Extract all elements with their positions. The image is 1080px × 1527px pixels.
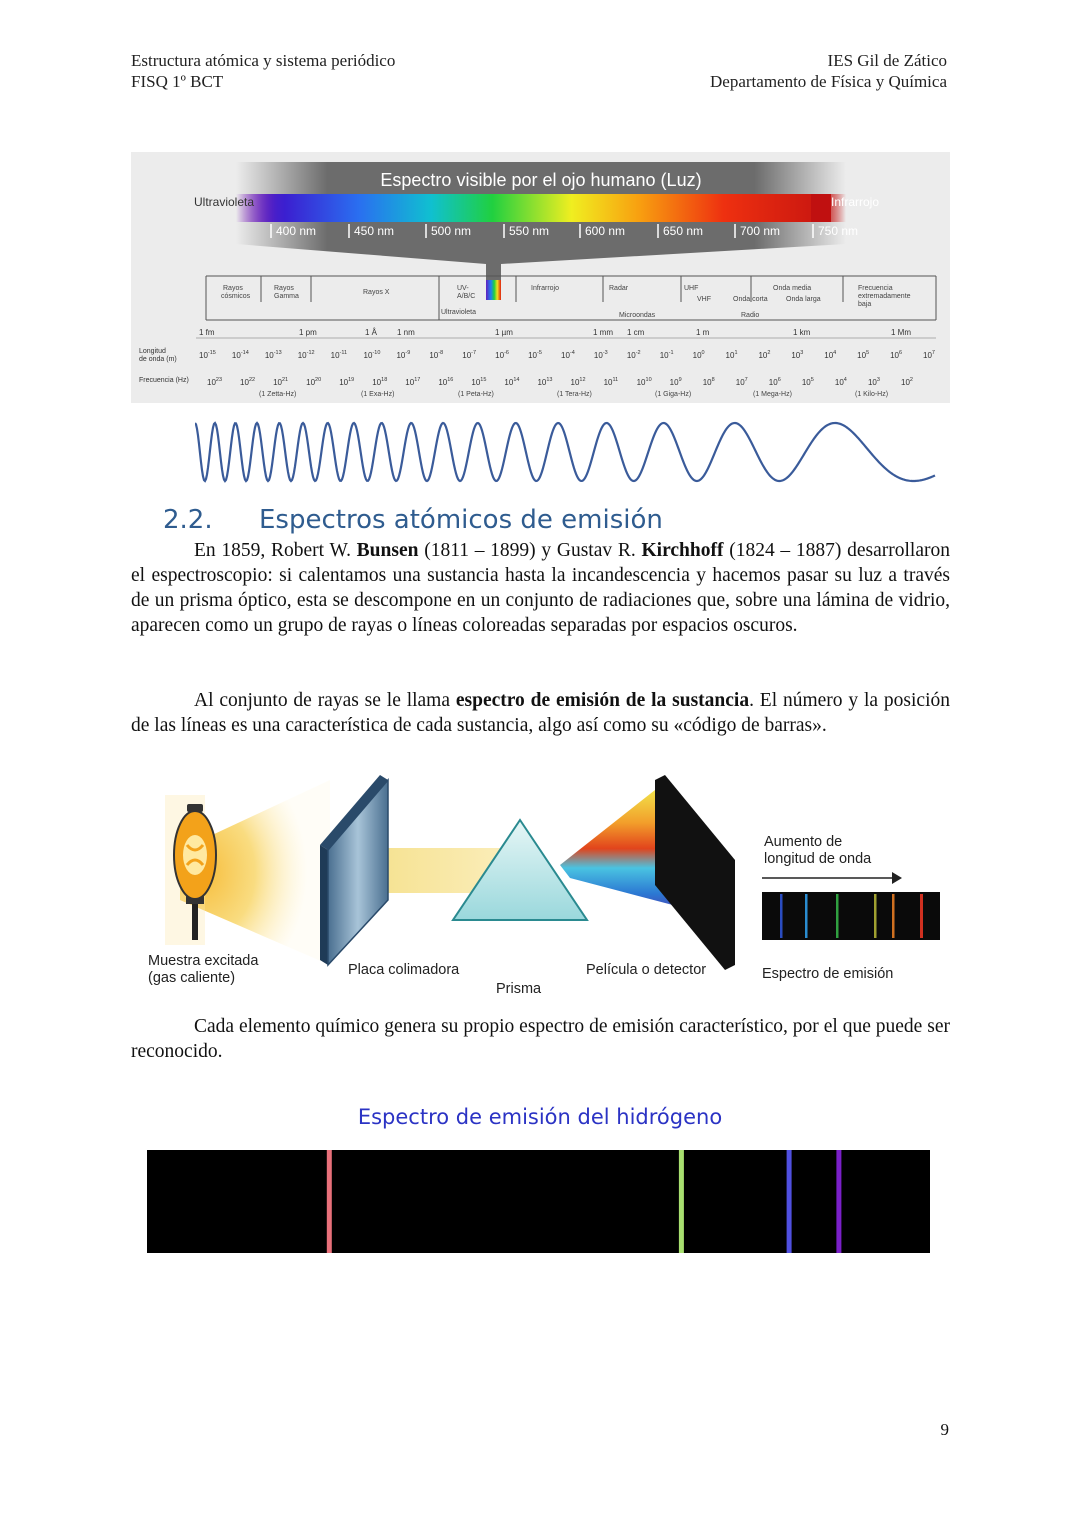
frequency-name: (1 Exa-Hz): [361, 391, 395, 398]
hydrogen-emission-line: [836, 1150, 841, 1253]
frequency-power: $10^{11}$: [603, 377, 619, 387]
band-label: Infrarrojo: [531, 285, 560, 292]
frequency-power: $10^{15}$: [471, 377, 487, 387]
frequency-power: $10^{21}$: [273, 377, 289, 387]
band-label: A/B/C: [457, 293, 476, 300]
arrow-right-icon: [892, 872, 902, 884]
frequency-power: $10^{10}$: [636, 377, 652, 387]
header-department: Departamento de Física y Química: [710, 72, 947, 91]
frequency-power: $10^9$: [669, 377, 682, 387]
frequency-name: (1 Giga-Hz): [655, 391, 692, 398]
band-label: baja: [858, 301, 872, 308]
detector-label: Película o detector: [586, 962, 707, 978]
section-heading: [163, 503, 663, 537]
em-spectrum-figure: [131, 152, 950, 403]
wavelength-power: $10^{-2}$: [626, 350, 641, 360]
paragraph-emission-spectrum: [131, 688, 950, 738]
name-bunsen: Bunsen: [356, 540, 419, 561]
nm-tick: 600 nm: [585, 224, 626, 238]
wavelength-power: $10^1$: [725, 350, 738, 360]
band-labels: [221, 285, 911, 319]
length-unit: 1 Mm: [891, 328, 911, 337]
band-label: extremadamente: [858, 293, 911, 300]
wavelength-power: $10^{-12}$: [297, 350, 315, 360]
wavelength-power: $10^5$: [857, 350, 870, 360]
length-unit: 1 µm: [495, 328, 513, 337]
frequency-power: $10^{14}$: [504, 377, 520, 387]
wavelength-power: $10^{-6}$: [495, 350, 509, 360]
band-label: Onda media: [773, 285, 812, 292]
text-run: En 1859, Robert W.: [194, 540, 357, 561]
wavelength-power: $10^{-8}$: [429, 350, 444, 360]
wavelength-axis-label: Longitud: [139, 348, 166, 355]
wavelength-power: $10^7$: [923, 350, 935, 360]
text-run: . El número y la posición de las líneas es una característica de cada sustancia, algo así como su «código de barras».: [131, 690, 950, 736]
spectroscope-diagram: [140, 770, 950, 1002]
hydrogen-spectrum-title: Espectro de emisión del hidrógeno: [357, 1105, 723, 1129]
frequency-wave: [195, 423, 935, 481]
axis-row-labels: [139, 348, 189, 384]
frequency-power: $10^{22}$: [240, 377, 256, 387]
band-label: Radar: [609, 285, 629, 292]
infrared-label: Infrarrojo: [831, 195, 880, 209]
text-run: Al conjunto de rayas se le llama: [194, 690, 456, 711]
wavelength-power: $10^0$: [692, 350, 705, 360]
frequency-power: $10^{12}$: [570, 377, 586, 387]
emission-spectrum-label: Espectro de emisión: [762, 966, 894, 982]
wavelength-increase-label: Aumento de: [764, 834, 843, 850]
wavelength-increase-sublabel: longitud de onda: [764, 851, 872, 867]
header-course-code: FISQ 1º BCT: [131, 72, 224, 91]
band-label: Gamma: [274, 293, 299, 300]
wavelength-power: $10^{-11}$: [330, 350, 348, 360]
frequency-power: $10^2$: [901, 377, 913, 387]
length-unit: 1 Å: [365, 328, 378, 337]
band-label: VHF: [697, 296, 711, 303]
frequency-power: $10^{16}$: [438, 377, 454, 387]
wavelength-power: $10^{-14}$: [231, 350, 249, 360]
text-run: (1811 – 1899) y Gustav R.: [418, 540, 642, 561]
frequency-names: [259, 391, 888, 398]
frequency-power: $10^{13}$: [537, 377, 553, 387]
length-unit: 1 km: [793, 328, 811, 337]
length-unit: 1 nm: [397, 328, 415, 337]
wavelength-power: $10^4$: [824, 350, 837, 360]
frequency-power: $10^7$: [735, 377, 748, 387]
frequency-power: $10^{23}$: [207, 377, 223, 387]
header-school: IES Gil de Zático: [827, 51, 947, 70]
length-unit: 1 m: [696, 328, 710, 337]
wavelength-power: $10^3$: [791, 350, 804, 360]
frequency-name: (1 Zetta-Hz): [259, 391, 297, 398]
term-emission-spectrum: espectro de emisión de la sustancia: [455, 690, 750, 711]
band-label: cósmicos: [221, 293, 251, 300]
frequency-power: $10^{19}$: [339, 377, 355, 387]
band-label: Rayos: [274, 285, 294, 292]
frequency-name: (1 Peta-Hz): [458, 391, 494, 398]
nm-tick: 750 nm: [818, 224, 859, 238]
wavelength-row: [199, 350, 935, 360]
visible-spectrum-title: Espectro visible por el ojo humano (Luz): [380, 170, 702, 190]
mini-visible-band: [486, 280, 501, 300]
length-unit: 1 cm: [627, 328, 645, 337]
running-header-right: [710, 50, 947, 92]
section-title: Espectros atómicos de emisión: [259, 505, 663, 535]
wavelength-axis-label: de onda (m): [139, 356, 177, 363]
nm-tick: 700 nm: [740, 224, 781, 238]
frequency-power: $10^8$: [702, 377, 715, 387]
wave-illustration: [195, 415, 940, 490]
band-label: Radio: [741, 312, 760, 319]
band-label: UHF: [684, 285, 699, 292]
collimator-label: Placa colimadora: [348, 962, 460, 978]
em-spectrum-svg: [131, 152, 950, 403]
band-label: Microondas: [619, 312, 656, 319]
band-label: UV-: [457, 285, 469, 292]
frequency-power: $10^5$: [801, 377, 814, 387]
wavelength-power: $10^{-9}$: [396, 350, 411, 360]
paragraph-spectroscope: [131, 538, 950, 638]
band-frame: [206, 276, 936, 320]
wavelength-power: $10^{-5}$: [528, 350, 542, 360]
frequency-row: [207, 377, 913, 387]
section-number: 2.2.: [163, 505, 213, 535]
frequency-name: (1 Tera-Hz): [557, 391, 592, 398]
wavelength-power: $10^{-15}$: [199, 350, 216, 360]
wavelength-power: $10^6$: [890, 350, 903, 360]
band-label: Onda corta: [733, 296, 768, 303]
frequency-power: $10^{18}$: [372, 377, 388, 387]
ultraviolet-label: Ultravioleta: [194, 195, 255, 209]
nm-tick: 500 nm: [431, 224, 472, 238]
wavelength-power: $10^{-1}$: [659, 350, 674, 360]
band-label: Ultravioleta: [441, 309, 477, 316]
nm-tick: 650 nm: [663, 224, 704, 238]
running-header-left: [131, 50, 395, 92]
text-run: (1824 – 1887) desarrollaron el espectroscopio: si calentamos una sustancia hasta la incandescencia y hacemos pasar su luz a través de un prisma óptico, esta se descompone en un conjunto de radiaciones que, sobre una lámina de vidrio, aparecen como un grupo de rayas o líneas coloreadas separadas por espacios oscuros.: [131, 540, 951, 636]
header-course-title: Estructura atómica y sistema periódico: [131, 51, 396, 70]
frequency-power: $10^4$: [834, 377, 847, 387]
length-unit: 1 pm: [299, 328, 317, 337]
frequency-power: $10^6$: [768, 377, 781, 387]
wavelength-power: $10^{-10}$: [363, 350, 381, 360]
length-unit-labels: [199, 328, 911, 337]
hydrogen-spectrum-strip: [147, 1150, 930, 1253]
frequency-power: $10^{20}$: [306, 377, 322, 387]
band-label: Frecuencia: [858, 285, 893, 292]
sample-sublabel: (gas caliente): [148, 970, 236, 986]
nm-tick: 550 nm: [509, 224, 550, 238]
text-run: Cada elemento químico genera su propio espectro de emisión característico, por el que puede ser reconocido.: [131, 1016, 950, 1062]
name-kirchhoff: Kirchhoff: [641, 540, 724, 561]
hydrogen-emission-line: [679, 1150, 684, 1253]
visible-rainbow-band: [236, 194, 846, 222]
wavelength-power: $10^{-7}$: [462, 350, 477, 360]
frequency-power: $10^{17}$: [405, 377, 421, 387]
length-unit: 1 fm: [199, 328, 215, 337]
frequency-axis-label: Frecuencia (Hz): [139, 377, 189, 384]
wavelength-power: $10^2$: [758, 350, 771, 360]
wavelength-power: $10^{-13}$: [264, 350, 282, 360]
hydrogen-emission-line: [327, 1150, 332, 1253]
frequency-power: $10^3$: [867, 377, 880, 387]
length-unit: 1 mm: [593, 328, 613, 337]
hydrogen-emission-line: [787, 1150, 792, 1253]
detector-film: [655, 775, 735, 970]
band-label: Onda larga: [786, 296, 821, 303]
wavelength-power: $10^{-4}$: [561, 350, 575, 360]
band-label: Rayos: [223, 285, 243, 292]
emission-strip: [762, 892, 940, 940]
collimator-plate: [320, 775, 388, 965]
frequency-name: (1 Kilo-Hz): [855, 391, 889, 398]
nm-tick: 450 nm: [354, 224, 395, 238]
nm-tick: 400 nm: [276, 224, 317, 238]
frequency-name: (1 Mega-Hz): [753, 391, 792, 398]
wavelength-power: $10^{-3}$: [593, 350, 608, 360]
prism-label: Prisma: [496, 981, 542, 997]
page-number: 9: [940, 1420, 949, 1439]
band-label: Rayos X: [363, 289, 390, 296]
hydrogen-strip-background: [147, 1150, 930, 1253]
paragraph-element-identification: [131, 1014, 950, 1064]
sample-label: Muestra excitada: [148, 953, 259, 969]
